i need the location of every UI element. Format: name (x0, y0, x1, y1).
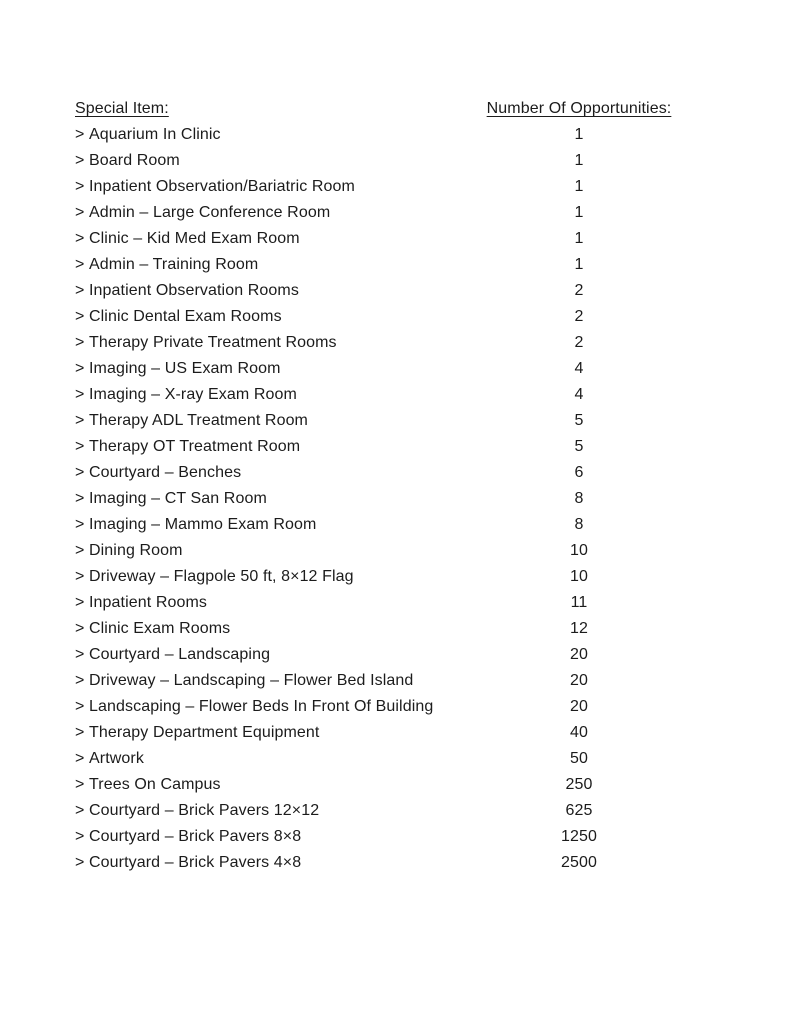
table-row (0, 590, 791, 616)
count-cell (484, 460, 674, 486)
row-value: 50 (570, 750, 588, 767)
row-bullet: > (75, 438, 85, 455)
table-row (0, 434, 791, 460)
count-cell (484, 616, 674, 642)
row-value: 2 (574, 334, 584, 351)
item-cell (75, 200, 484, 226)
count-cell (484, 408, 674, 434)
count-cell (484, 720, 674, 746)
table-row (0, 122, 791, 148)
count-cell (484, 226, 674, 252)
row-label: Imaging – X-ray Exam Room (89, 386, 297, 403)
table-row (0, 668, 791, 694)
row-value: 2500 (561, 854, 597, 871)
row-label: Therapy OT Treatment Room (89, 438, 301, 455)
table-row (0, 226, 791, 252)
item-cell (75, 824, 484, 850)
table-row (0, 174, 791, 200)
item-cell (75, 694, 484, 720)
count-cell (484, 486, 674, 512)
row-label: Landscaping – Flower Beds In Front Of Building (89, 698, 434, 715)
row-bullet: > (75, 542, 85, 559)
count-cell (484, 850, 674, 876)
row-value: 8 (574, 516, 584, 533)
row-label: Imaging – US Exam Room (89, 360, 281, 377)
count-cell (484, 564, 674, 590)
row-value: 8 (574, 490, 584, 507)
row-label: Dining Room (89, 542, 183, 559)
row-value: 250 (565, 776, 593, 793)
item-cell (75, 486, 484, 512)
count-cell (484, 590, 674, 616)
item-cell (75, 278, 484, 304)
row-bullet: > (75, 464, 85, 481)
count-cell (484, 174, 674, 200)
row-bullet: > (75, 854, 85, 871)
count-cell (484, 200, 674, 226)
item-cell (75, 356, 484, 382)
row-label: Therapy Private Treatment Rooms (89, 334, 337, 351)
row-label: Inpatient Observation/Bariatric Room (89, 178, 355, 195)
table-row (0, 252, 791, 278)
row-value: 11 (570, 594, 588, 611)
table-row (0, 772, 791, 798)
row-value: 1 (574, 152, 584, 169)
count-cell (484, 642, 674, 668)
count-cell (484, 798, 674, 824)
row-label: Admin – Large Conference Room (89, 204, 331, 221)
table-row (0, 798, 791, 824)
rows-container (0, 122, 791, 876)
table-row (0, 512, 791, 538)
count-cell (484, 694, 674, 720)
row-label: Inpatient Rooms (89, 594, 208, 611)
row-bullet: > (75, 178, 85, 195)
row-bullet: > (75, 516, 85, 533)
row-value: 1 (574, 204, 584, 221)
count-cell (484, 278, 674, 304)
item-cell (75, 512, 484, 538)
item-cell (75, 616, 484, 642)
row-value: 20 (570, 646, 588, 663)
row-label: Courtyard – Brick Pavers 8×8 (89, 828, 302, 845)
row-value: 5 (574, 438, 584, 455)
row-bullet: > (75, 698, 85, 715)
table-row (0, 538, 791, 564)
row-bullet: > (75, 230, 85, 247)
row-value: 5 (574, 412, 584, 429)
row-label: Driveway – Flagpole 50 ft, 8×12 Flag (89, 568, 354, 585)
row-value: 20 (570, 672, 588, 689)
count-cell (484, 356, 674, 382)
row-label: Imaging – Mammo Exam Room (89, 516, 317, 533)
row-label: Inpatient Observation Rooms (89, 282, 299, 299)
row-value: 12 (570, 620, 588, 637)
row-value: 1 (574, 256, 584, 273)
row-value: 1 (574, 126, 584, 143)
table-row (0, 356, 791, 382)
row-value: 40 (570, 724, 588, 741)
row-bullet: > (75, 490, 85, 507)
row-value: 4 (574, 386, 584, 403)
count-cell (484, 512, 674, 538)
row-bullet: > (75, 412, 85, 429)
row-bullet: > (75, 724, 85, 741)
row-label: Courtyard – Brick Pavers 4×8 (89, 854, 302, 871)
row-bullet: > (75, 802, 85, 819)
row-label: Courtyard – Brick Pavers 12×12 (89, 802, 320, 819)
table-row (0, 486, 791, 512)
row-label: Therapy ADL Treatment Room (89, 412, 308, 429)
row-bullet: > (75, 568, 85, 585)
row-label: Clinic – Kid Med Exam Room (89, 230, 300, 247)
row-bullet: > (75, 386, 85, 403)
row-value: 4 (574, 360, 584, 377)
item-cell (75, 148, 484, 174)
row-bullet: > (75, 828, 85, 845)
row-bullet: > (75, 126, 85, 143)
item-cell (75, 174, 484, 200)
row-bullet: > (75, 672, 85, 689)
row-bullet: > (75, 646, 85, 663)
row-bullet: > (75, 776, 85, 793)
column-header-special-item: Special Item: (75, 100, 169, 117)
item-cell (75, 720, 484, 746)
table-row (0, 746, 791, 772)
table-row (0, 200, 791, 226)
item-cell (75, 408, 484, 434)
table-row (0, 278, 791, 304)
row-label: Imaging – CT San Room (89, 490, 267, 507)
row-label: Admin – Training Room (89, 256, 259, 273)
table-row (0, 304, 791, 330)
row-bullet: > (75, 308, 85, 325)
item-cell (75, 746, 484, 772)
item-cell (75, 668, 484, 694)
row-value: 20 (570, 698, 588, 715)
table-row (0, 824, 791, 850)
row-label: Clinic Exam Rooms (89, 620, 231, 637)
count-cell (484, 746, 674, 772)
item-cell (75, 772, 484, 798)
item-cell (75, 330, 484, 356)
row-bullet: > (75, 204, 85, 221)
count-cell (484, 330, 674, 356)
row-value: 10 (570, 568, 588, 585)
count-cell (484, 772, 674, 798)
row-bullet: > (75, 360, 85, 377)
row-value: 625 (565, 802, 593, 819)
row-label: Board Room (89, 152, 180, 169)
table-row (0, 148, 791, 174)
row-bullet: > (75, 750, 85, 767)
count-cell (484, 122, 674, 148)
opportunities-list (0, 96, 791, 876)
item-cell (75, 642, 484, 668)
item-cell (75, 538, 484, 564)
row-label: Driveway – Landscaping – Flower Bed Island (89, 672, 414, 689)
row-value: 10 (570, 542, 588, 559)
item-cell (75, 382, 484, 408)
count-cell (484, 824, 674, 850)
table-row (0, 850, 791, 876)
row-bullet: > (75, 620, 85, 637)
row-value: 1 (574, 178, 584, 195)
table-row (0, 564, 791, 590)
item-cell (75, 564, 484, 590)
count-cell (484, 434, 674, 460)
item-cell (75, 590, 484, 616)
count-cell (484, 304, 674, 330)
item-cell (75, 304, 484, 330)
count-cell (484, 382, 674, 408)
column-header-number-of-opportunities: Number Of Opportunities: (486, 100, 672, 117)
row-value: 2 (574, 308, 584, 325)
row-value: 1 (574, 230, 584, 247)
row-bullet: > (75, 152, 85, 169)
row-label: Aquarium In Clinic (89, 126, 221, 143)
row-bullet: > (75, 256, 85, 273)
count-cell (484, 148, 674, 174)
table-row (0, 694, 791, 720)
table-row (0, 408, 791, 434)
table-row (0, 382, 791, 408)
table-row (0, 460, 791, 486)
item-cell (75, 460, 484, 486)
item-cell (75, 252, 484, 278)
row-label: Artwork (89, 750, 144, 767)
row-bullet: > (75, 334, 85, 351)
count-cell (484, 538, 674, 564)
table-row (0, 330, 791, 356)
row-value: 6 (574, 464, 584, 481)
table-row (0, 616, 791, 642)
row-label: Trees On Campus (89, 776, 221, 793)
row-label: Clinic Dental Exam Rooms (89, 308, 282, 325)
row-label: Courtyard – Benches (89, 464, 242, 481)
row-bullet: > (75, 594, 85, 611)
row-value: 1250 (561, 828, 597, 845)
row-bullet: > (75, 282, 85, 299)
item-cell (75, 434, 484, 460)
row-label: Therapy Department Equipment (89, 724, 320, 741)
header-row (0, 96, 791, 122)
table-row (0, 720, 791, 746)
item-cell (75, 798, 484, 824)
row-value: 2 (574, 282, 584, 299)
row-label: Courtyard – Landscaping (89, 646, 271, 663)
item-cell (75, 850, 484, 876)
count-cell (484, 668, 674, 694)
item-cell (75, 122, 484, 148)
table-row (0, 642, 791, 668)
count-cell (484, 252, 674, 278)
item-cell (75, 226, 484, 252)
